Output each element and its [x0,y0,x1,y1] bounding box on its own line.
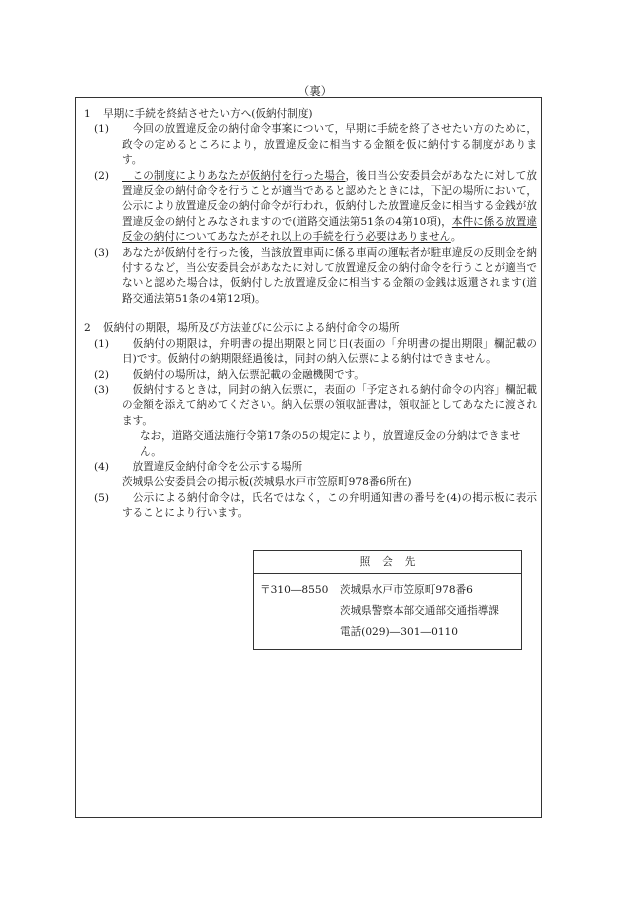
section-2-item [84,368,537,383]
item-text-part: ，後日当公安委員会があなたに対して放置違反金の納付命令を行うことが適当であると認めたときには，下記の場所において，公示により放置違反金の納付命令が行われ，仮納付した放置違反金に相当する金銭が放置違反金の納付とみなされますので(道路交通法第51条の4第10項)， [122,169,538,228]
item-number: (4) [94,460,110,473]
notice-content [84,107,537,522]
section-1-item [84,169,537,246]
section-2-title [84,321,537,336]
item-number: (2) [94,368,110,381]
item-text: 仮納付するときは，同封の納入伝票に，表面の「予定される納付命令の内容」欄記載の金額を添えて納めてください。納入伝票の領収証書は，領収証としてあなたに渡されます。 [122,383,537,427]
item-text: 放置違反金納付命令を公示する場所 [122,460,303,473]
contact-box [253,550,522,650]
underlined-text: 本件に係る放置違反金の納付についてあなたがそれ以上の手続を行う必要はありません [122,215,537,244]
item-number: (3) [94,246,110,259]
installment-note: なお，道路交通法施行令第17条の5の規定により，放置違反金の分納はできません。 [140,430,521,458]
item-number: (2) [94,169,110,182]
item-text: 今回の放置違反金の納付命令事案について，早期に手続を終了させたい方のために，政令の定めるところにより，放置違反金に相当する金額を仮に納付する制度があります。 [122,123,537,167]
item-number: (5) [94,491,110,504]
item-text: 仮納付の期限は，弁明書の提出期限と同じ日(表面の「弁明書の提出期限」欄記載の日)です。仮納付の納期限経過後は，同封の納入伝票による納付はできません。 [122,337,537,366]
section-title-text: 仮納付の期限，場所及び方法並びに公示による納付命令の場所 [103,322,400,335]
item-text: あなたが仮納付を行った後，当該放置車両に係る車両の運転者が駐車違反の反則金を納付するなど，当公安委員会があなたに対して放置違反金の納付命令を行うことが適当でないと認めた場合は，仮納付した放置違反金に相当する金額の金銭は返還されます(道路交通法第51条の4第12項)。 [122,246,537,305]
section-2-item [84,383,537,429]
item-number: (1) [94,337,110,350]
underlined-text: この制度によりあなたが仮納付を行った場合 [122,169,346,182]
postal-code: 〒310―8550 [260,584,329,596]
contact-phone: 電話(029)―301―0110 [340,626,459,638]
section-title-text: 早期に手続を終結させたい方へ(仮納付制度) [103,108,313,120]
section-number: 1 [84,108,91,120]
contact-department: 茨城県警察本部交通部交通指導課 [340,605,499,617]
item-text-part: 。 [450,231,462,244]
section-2-item [84,491,537,522]
item-text: 仮納付の場所は，納入伝票記載の金融機関です。 [122,368,365,381]
section-1-title [84,107,537,122]
contact-heading: 照会先 [254,551,521,574]
item-text [122,169,537,246]
section-1-item [84,246,537,308]
section-2-item [84,337,537,368]
notice-frame [75,97,542,818]
contact-address: 茨城県水戸市笠原町978番6 [340,584,473,596]
page-side-label: （裏） [297,84,333,98]
section-1-item [84,122,537,168]
item-text: 公示による納付命令は，氏名ではなく，この弁明通知書の番号を(4)の掲示板に表示することにより行います。 [122,491,537,520]
item-number: (3) [94,383,110,396]
bulletin-board-location: 茨城県公安委員会の掲示板(茨城県水戸市笠原町978番6所在) [122,476,412,489]
section-number: 2 [84,322,91,335]
section-2-item [84,460,537,475]
item-number: (1) [94,123,110,136]
